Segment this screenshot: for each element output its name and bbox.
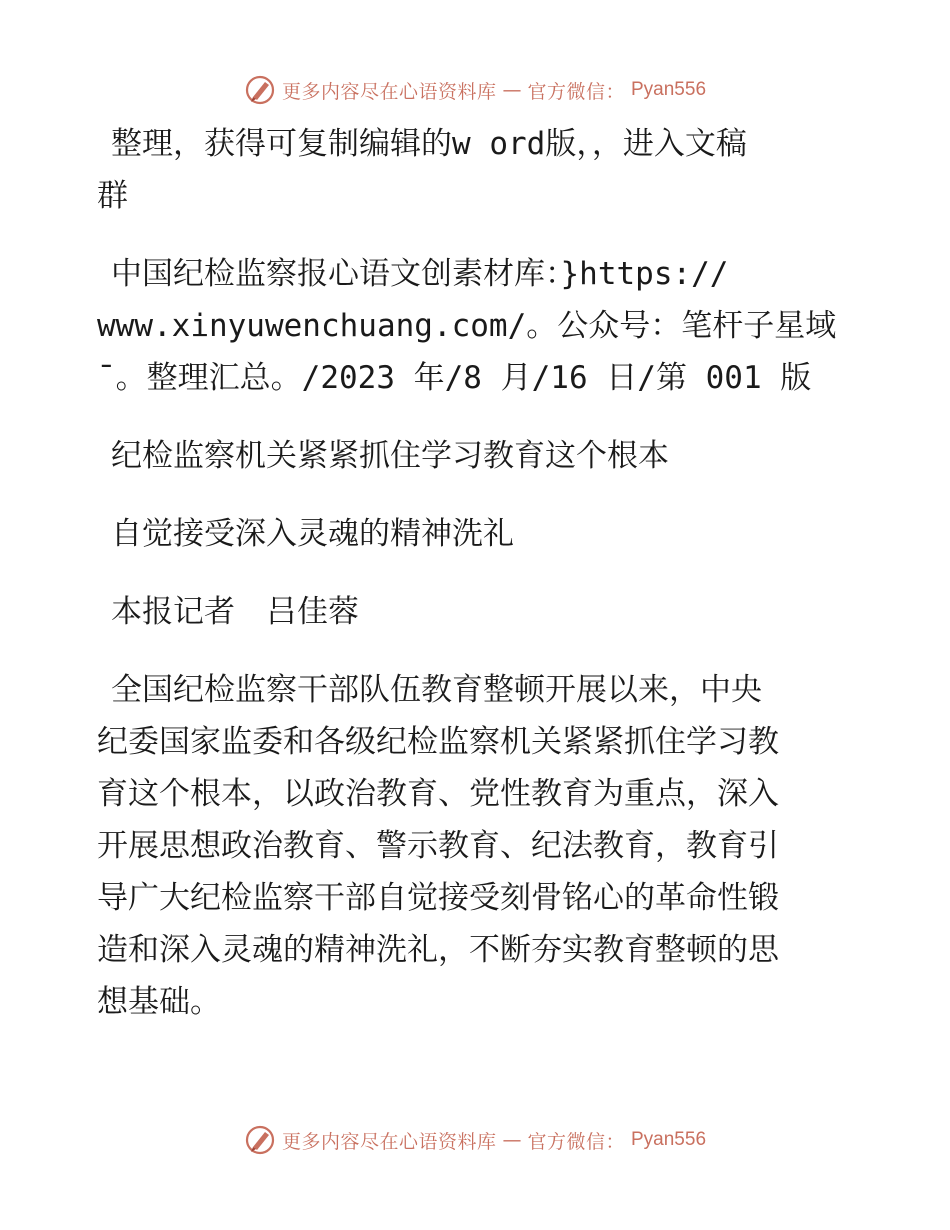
watermark-main-text: 更多内容尽在心语资料库 [281, 80, 497, 103]
footer-watermark [0, 1120, 950, 1160]
article-subtitle: 自觉接受深入灵魂的精神洗礼 [111, 516, 514, 552]
watermark-label: 官方微信： [527, 1130, 625, 1153]
pen-logo-icon [244, 74, 276, 106]
byline: 本报记者 吕佳蓉 [111, 594, 359, 630]
source-line-3: ¯。整理汇总。/2023 年/8 月/16 日/第 001 版 [97, 360, 812, 396]
intro-line-2: 群 [97, 178, 128, 214]
watermark-dash: — [502, 79, 522, 101]
body-line-5: 导广大纪检监察干部自觉接受刻骨铭心的革命性锻 [97, 880, 779, 916]
pen-logo-icon [244, 1124, 276, 1156]
body-line-2: 纪委国家监委和各级纪检监察机关紧紧抓住学习教 [97, 724, 779, 760]
intro-line-1: 整理，获得可复制编辑的w ord版，，进入文稿 [111, 126, 747, 162]
body-line-3: 育这个根本，以政治教育、党性教育为重点，深入 [97, 776, 779, 812]
watermark-main-text: 更多内容尽在心语资料库 [281, 1130, 497, 1153]
source-line-2: www.xinyuwenchuang.com/。公众号：笔杆子星域 [97, 308, 837, 344]
watermark-id: Pyan556 [631, 1129, 707, 1150]
body-line-6: 造和深入灵魂的精神洗礼，不断夯实教育整顿的思 [97, 932, 779, 968]
header-watermark [0, 70, 950, 110]
body-line-7: 想基础。 [97, 984, 221, 1020]
watermark-id: Pyan556 [631, 79, 707, 100]
body-line-4: 开展思想政治教育、警示教育、纪法教育，教育引 [97, 828, 779, 864]
watermark-dash: — [502, 1129, 522, 1151]
document-body [97, 118, 853, 1028]
source-line-1: 中国纪检监察报心语文创素材库：}https:// [111, 256, 729, 292]
body-line-1: 全国纪检监察干部队伍教育整顿开展以来，中央 [111, 672, 762, 708]
watermark-label: 官方微信： [527, 80, 625, 103]
article-title: 纪检监察机关紧紧抓住学习教育这个根本 [111, 438, 669, 474]
